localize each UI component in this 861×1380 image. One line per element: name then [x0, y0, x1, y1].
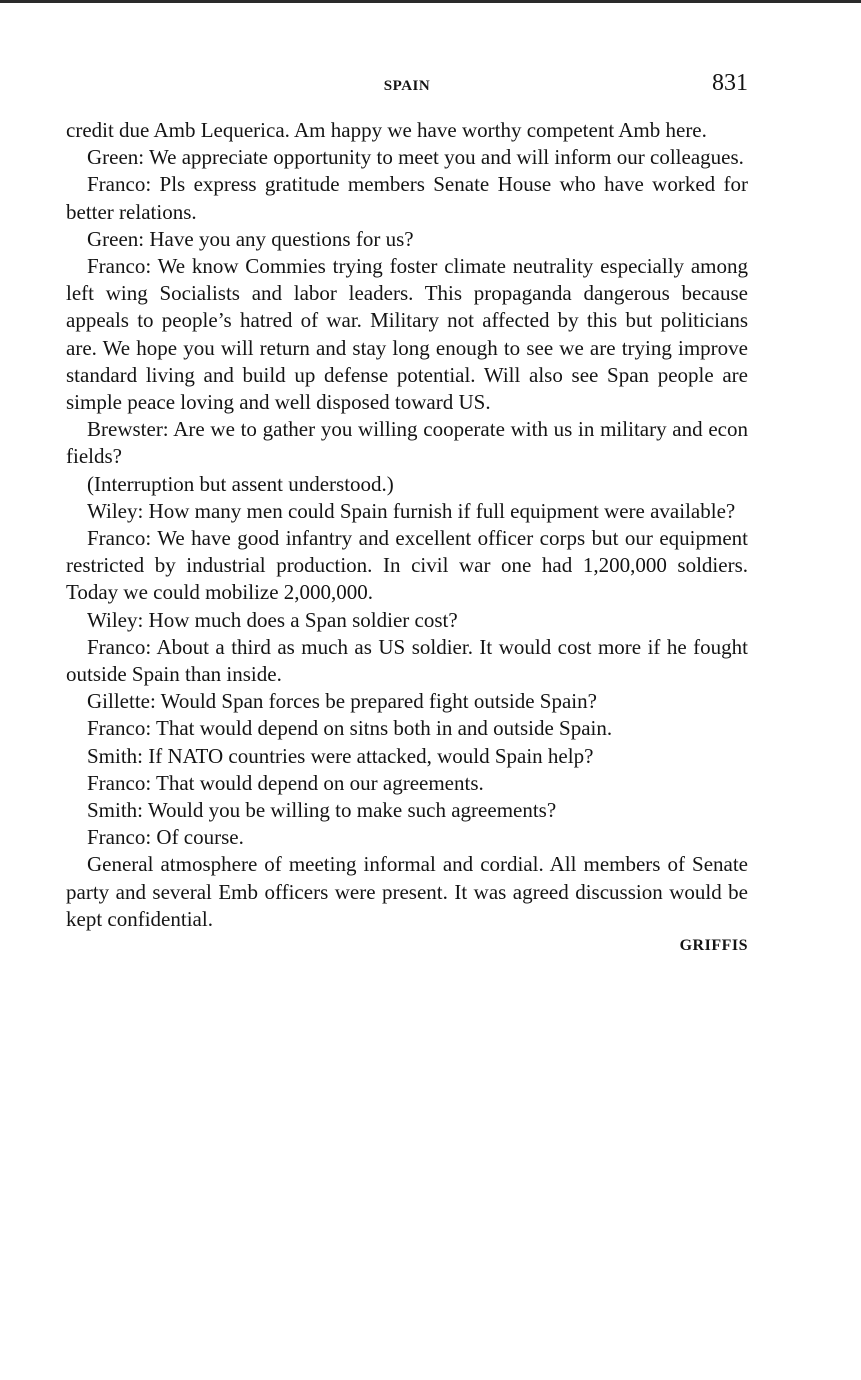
paragraph-green-question: Green: Have you any questions for us? [87, 226, 414, 251]
paragraph-smith-willing-question: Smith: Would you be willing to make such agreements? [87, 798, 557, 823]
paragraph-green-statement: Green: We appreciate opportunity to meet you and will inform our colleagues. [87, 145, 744, 170]
paragraph-franco-commies: Franco: We know Commies trying foster climate neutrality especially among left wing Socialists and labor leaders. This propaganda dangerous because appeals to people’s hatred of war. Military not affected by this but politicians are. We hope you will return and stay long enough to see we are trying improve standard living and build up defense potential. Will also see Span people are simple peace loving and well disposed toward US. [66, 254, 748, 415]
body-text [66, 117, 748, 933]
paragraph-continuation: credit due Amb Lequerica. Am happy we have worthy competent Amb here. [66, 118, 707, 142]
paragraph-wiley-men-question: Wiley: How many men could Spain furnish if full equipment were available? [87, 498, 736, 523]
paragraph-franco-gratitude: Franco: Pls express gratitude members Senate House who have worked for better relations. [66, 172, 748, 224]
document-page [66, 70, 748, 955]
paragraph-franco-infantry: Franco: We have good infantry and excellent officer corps but our equipment restricted by industrial production. In civil war one had 1,200,000 soldiers. Today we could mobilize 2,000,000. [66, 526, 748, 605]
page-number: 831 [712, 70, 748, 96]
paragraph-franco-of-course: Franco: Of course. [87, 825, 244, 850]
paragraph-franco-cost: Franco: About a third as much as US soldier. It would cost more if he fought outside Spain than inside. [66, 634, 748, 687]
paragraph-franco-sitns: Franco: That would depend on sitns both in and outside Spain. [87, 716, 613, 741]
running-title: SPAIN [383, 78, 431, 94]
paragraph-smith-nato-question: Smith: If NATO countries were attacked, would Spain help? [87, 743, 594, 768]
running-header [66, 70, 748, 102]
paragraph-franco-agreements: Franco: That would depend on our agreements. [87, 770, 484, 795]
paragraph-wiley-cost-question: Wiley: How much does a Span soldier cost? [87, 607, 458, 632]
paragraph-interruption-note: (Interruption but assent understood.) [87, 471, 394, 496]
paragraph-brewster-question: Brewster: Are we to gather you willing cooperate with us in military and econ fields? [66, 417, 748, 469]
top-border-rule [0, 0, 861, 3]
paragraph-gillette-question: Gillette: Would Span forces be prepared fight outside Spain? [87, 689, 597, 714]
signature: GRIFFIS [679, 937, 748, 955]
paragraph-general-atmosphere: General atmosphere of meeting informal and cordial. All members of Senate party and several Emb officers were present. It was agreed discussion would be kept confidential. [66, 852, 748, 931]
